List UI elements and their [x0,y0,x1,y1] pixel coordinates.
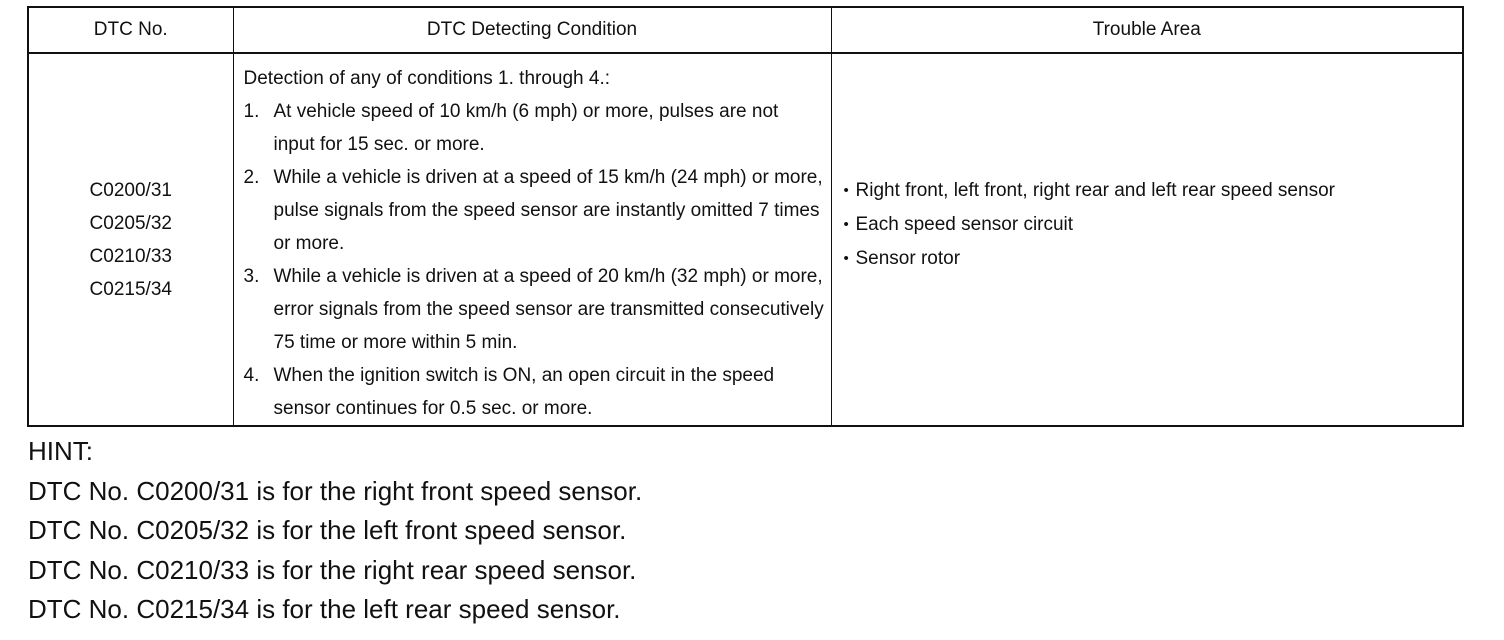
header-dtc-no: DTC No. [28,7,233,53]
trouble-area-cell [831,53,1463,426]
dtc-table [27,6,1464,427]
hint-line: DTC No. C0210/33 is for the right rear speed sensor. [28,554,637,585]
condition-item [244,161,825,260]
dtc-codes-cell [28,53,233,426]
hint-line: DTC No. C0200/31 is for the right front speed sensor. [28,475,643,506]
trouble-area-list [844,174,1463,276]
dtc-code: C0200/31 [89,179,172,201]
header-trouble-area: Trouble Area [831,7,1463,53]
dtc-code: C0205/32 [89,212,172,234]
trouble-area-item: • Right front, left front, right rear and left rear speed sensor [844,174,1463,208]
condition-text: While a vehicle is driven at a speed of 20 km/h (32 mph) or more, error signals from the speed sensor are transmitted consecutively 75 time or more within 5 min. [273,266,824,353]
condition-number: 1. [243,101,260,122]
table-header-row [28,7,1463,53]
trouble-area-item: • Sensor rotor [844,242,1463,276]
dtc-code: C0215/34 [89,278,172,300]
condition-item [244,260,825,359]
dtc-code: C0210/33 [89,245,172,267]
hint-line: DTC No. C0205/32 is for the left front speed sensor. [28,515,627,545]
condition-text: At vehicle speed of 10 km/h (6 mph) or more, pulses are not input for 15 sec. or more. [273,101,779,155]
trouble-area-item: • Each speed sensor circuit [844,208,1463,242]
condition-number: 2. [243,167,260,188]
table-row [28,53,1463,426]
hint-title: HINT: [28,436,93,466]
detecting-condition-cell [233,53,831,426]
condition-number: 3. [243,266,260,287]
condition-list [244,95,825,425]
condition-intro: Detection of any of conditions 1. through 4.: [243,68,611,89]
hint-section [28,432,642,630]
condition-number: 4. [243,365,260,386]
condition-item [244,95,825,161]
condition-text: When the ignition switch is ON, an open circuit in the speed sensor continues for 0.5 sec. or more. [273,365,775,419]
hint-line: DTC No. C0215/34 is for the left rear speed sensor. [28,594,621,624]
condition-item [244,359,825,425]
header-detecting-condition: DTC Detecting Condition [233,7,831,53]
condition-text: While a vehicle is driven at a speed of 15 km/h (24 mph) or more, pulse signals from the speed sensor are instantly omitted 7 times or more. [273,167,823,254]
